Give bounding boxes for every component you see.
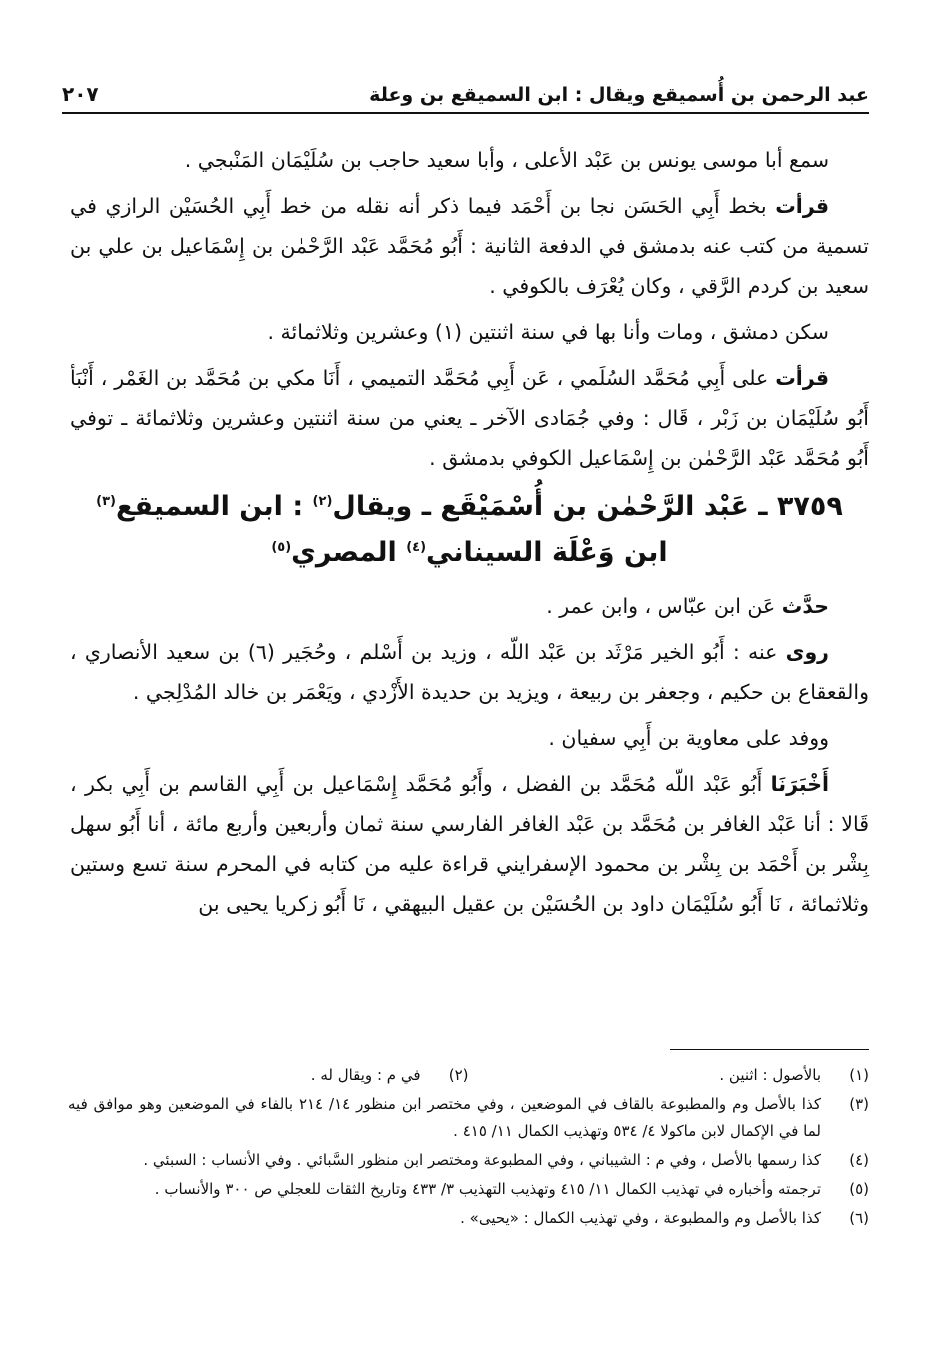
footnote-number: (٣) (849, 1095, 869, 1113)
footnote-number: (٤) (849, 1151, 869, 1169)
paragraph (70, 586, 869, 626)
page-number: ٢٠٧ (62, 82, 99, 106)
footnote-4 (68, 1147, 869, 1174)
entry-title-part: : ابن السميقع (115, 491, 304, 522)
entry-title-part: ـ عَبْد الرَّحْمٰن بن أُسْمَيْقَع ـ ويقال (332, 491, 768, 522)
header-rule (62, 112, 869, 114)
entry-title-part: ابن وَعْلَة السيناني (426, 537, 668, 568)
footnotes (68, 1062, 869, 1234)
footnote-text: في م : ويقال له . (310, 1066, 421, 1084)
paragraph-lead: قرأت (775, 366, 829, 390)
paragraph-text: سكن دمشق ، ومات وأنا بها في سنة اثنتين (١) وعشرين وثلاثمائة . (267, 320, 829, 344)
paragraph-text: ووفد على معاوية بن أَبِي سفيان . (548, 726, 829, 750)
paragraph-text: أَبُو عَبْد اللّه مُحَمَّد بن الفضل ، وأَبُو مُحَمَّد إِسْمَاعيل بن أَبِي القاسم بن أَبِي بكر ، قَالا : أنا عَبْد الغافر بن مُحَمَّد بن عَبْد الغافر الفارسي سنة ثمان وأربعين وأربع مائة ، أنا أَبُو سهل بِشْر بن أَحْمَد بن بِشْر بن محمود الإسفرايني قراءة عليه من كتابه في المحرم سنة تسع وستين وثلاثمائة ، نَا أَبُو سُلَيْمَان داود بن الحُسَيْن بن عقيل البيهقي ، نَا أَبُو زكريا يحيى بن (70, 772, 869, 916)
footnote-marker: (٢) (312, 494, 333, 509)
footnote-row (68, 1062, 869, 1091)
paragraph-text: سمع أبا موسى يونس بن عَبْد الأعلى ، وأبا سعيد حاجب بن سُلَيْمَان المَنْبجي . (184, 148, 829, 172)
entry-title-part: المصري (291, 537, 397, 568)
footnote-number: (٢) (448, 1066, 469, 1084)
paragraph-text: بخط أَبِي الحَسَن نجا بن أَحْمَد فيما ذكر أنه نقله من خط أَبِي الحُسَيْن الرازي في تسمية من كتب عنه بدمشق في الدفعة الثانية : أَبُو مُحَمَّد عَبْد الرَّحْمٰن بن إِسْمَاعيل بن علي بن سعيد بن كردم الرَّقي ، وكان يُعْرَف بالكوفي . (70, 194, 869, 298)
entry-heading-line-1 (70, 484, 869, 530)
footnote-marker: (٥) (271, 540, 292, 555)
running-title: عبد الرحمن بن أُسميقع ويقال : ابن السميقع بن وعلة (369, 84, 869, 106)
paragraph-text: عنه : أَبُو الخير مَرْثَد بن عَبْد اللّه ، وزيد بن أَسْلم ، وحُجَير (٦) بن سعيد الأنصاري ، والقعقاع بن حكيم ، وجعفر بن ربيعة ، ويزيد بن حديدة الأَزْدي ، ويَعْمَر بن خالد المُدْلِجي . (70, 640, 869, 704)
paragraph (70, 312, 869, 352)
paragraph-lead: أَخْبَرَنَا (770, 772, 829, 796)
paragraph (70, 358, 869, 478)
entry-number: ٣٧٥٩ (776, 491, 843, 522)
footnote-5 (68, 1176, 869, 1203)
footnote-text: ترجمته وأخباره في تهذيب الكمال ١١/ ٤١٥ وتهذيب التهذيب ٣/ ٤٣٣ وتاريخ الثقات للعجلي ص ٣٠٠ والأنساب . (154, 1180, 821, 1198)
entry-heading (70, 484, 869, 576)
paragraph (70, 718, 869, 758)
paragraph-lead: روى (785, 640, 829, 664)
page-header (62, 72, 869, 106)
main-text (70, 140, 869, 930)
paragraph-lead: قرأت (775, 194, 829, 218)
footnote-1 (469, 1062, 870, 1089)
entry-heading-line-2 (70, 530, 869, 576)
paragraph (70, 764, 869, 924)
footnote-number: (٦) (849, 1209, 869, 1227)
paragraph (70, 186, 869, 306)
footnote-number: (٥) (849, 1180, 869, 1198)
footnote-text: بالأصول : اثنين . (719, 1066, 821, 1084)
footnote-6 (68, 1205, 869, 1232)
footnote-text: كذا بالأصل وم والمطبوعة ، وفي تهذيب الكمال : «يحيى» . (460, 1209, 821, 1227)
footnote-2 (68, 1062, 469, 1089)
footnote-marker: (٤) (406, 540, 427, 555)
paragraph (70, 632, 869, 712)
paragraph-text: على أَبِي مُحَمَّد السُلَمي ، عَن أَبِي مُحَمَّد التميمي ، أَنَا مكي بن مُحَمَّد بن الغَمْر ، أَنْبَأ أَبُو سُلَيْمَان بن زَبْر ، قَال : وفي جُمَادى الآخر ـ يعني من سنة اثنتين وعشرين وثلاثمائة ـ توفي أَبُو مُحَمَّد عَبْد الرَّحْمٰن بن إِسْمَاعيل الكوفي بدمشق . (70, 366, 869, 470)
footnote-text: كذا بالأصل وم والمطبوعة بالقاف في الموضعين ، وفي مختصر ابن منظور ١٤/ ٢١٤ بالفاء في الموضعين وهو موافق فيه لما في الإكمال لابن ماكولا ٤/ ٥٣٤ وتهذيب الكمال ١١/ ٤١٥ . (68, 1095, 821, 1140)
footnote-number: (١) (849, 1066, 869, 1084)
paragraph (70, 140, 869, 180)
paragraph-text: عَن ابن عبّاس ، وابن عمر . (546, 594, 782, 618)
footnote-rule (670, 1049, 869, 1050)
footnote-marker: (٣) (96, 494, 116, 509)
paragraph-lead: حدَّث (781, 594, 829, 618)
footnote-text: كذا رسمها بالأصل ، وفي م : الشيباني ، وفي المطبوعة ومختصر ابن منظور السَّبائي . وفي الأنساب : السبئي . (143, 1151, 821, 1169)
footnote-3 (68, 1091, 869, 1145)
